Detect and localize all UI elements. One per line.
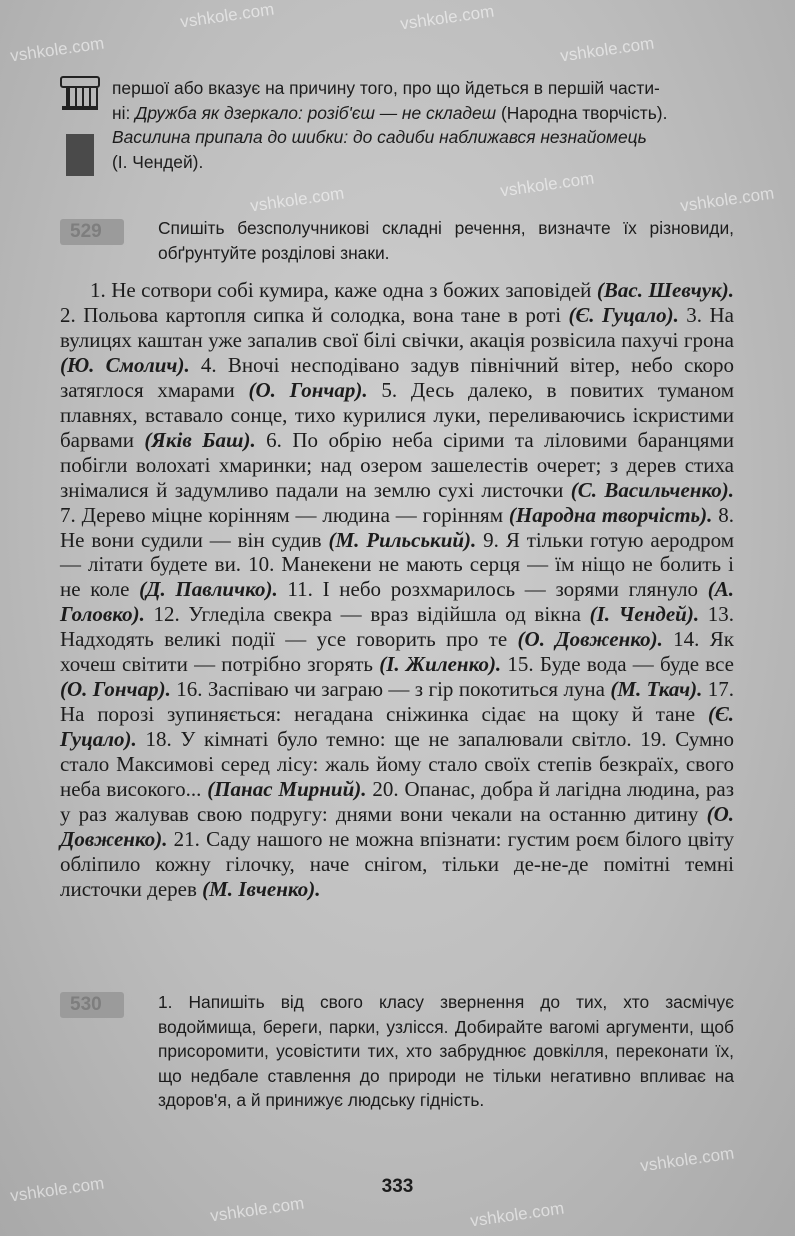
sentence-source: (І. Жиленко). [379,652,502,677]
page-number: 333 [381,1176,414,1197]
watermark: vshkole.com [639,1143,736,1176]
sentence-text: 8. Не вони судили — він судив [60,502,734,552]
sentence-text: 16. Заспіваю чи заграю — з гір покотиться луна [170,677,611,702]
rule-pillar-icon [60,76,100,176]
sentence-source: (С. Васильченко). [570,477,735,502]
sentence-source: (Яків Баш). [144,427,256,452]
rule-continuation [112,76,732,174]
rule-line [112,101,732,126]
sentence-source: (І. Чендей). [589,602,700,627]
sentence-text: 20. Опанас, добра й лагідна людина, раз у раз жалував свою подругу: днями вони чекали на останню дитину [60,777,734,827]
watermark: vshkole.com [9,33,106,66]
sentence-source: (М. Івченко). [202,876,321,901]
sentence-text: 15. Буде вода — буде все [501,652,734,677]
exercise-number: 530 [60,992,124,1018]
sentence-source: (О. Довженко). [517,627,663,652]
sentence-text: 13. Надходять великі події — усе говорить про те [60,602,735,652]
sentence-text: 3. На вулицях каштан уже запалив свої білі свічки, акація розвісила пахучі грона [60,302,734,352]
watermark: vshkole.com [559,33,656,66]
rule-text: ні: [112,102,136,123]
sentence-source: (М. Рильський). [328,527,477,552]
exercise-number: 529 [60,219,124,245]
sentence-text: 1. Не сотвори собі кумира, каже одна з божих заповідей [90,278,597,302]
sentence-text: 21. Саду нашого не можна впізнати: густим роєм білого цвіту обліпило кожну гілочку, наче снігом, тільки де-не-де помітні темні листочки дерев [60,826,734,901]
sentence-text: 6. По обрію неба сірими та ліловими баранцями побігли волохаті хмаринки; над озером зашелестів очерет; з дерев стиха знімалися й задумливо падали на землю сухі листочки [60,427,734,502]
rule-line: (І. Чендей). [112,151,204,172]
watermark: vshkole.com [249,183,346,216]
sentence-source: (О. Гончар). [60,677,171,702]
watermark: vshkole.com [179,0,276,32]
sentence-source: (Народна творчість). [508,502,713,527]
sentence-text: 5. Десь далеко, в повитих туманом плавнях, вставало сонце, тихо курилися луки, переливаючись іскристими барвами [60,377,735,452]
exercise-task: 1. Напишіть від свого класу звернення до тих, хто засмічує водоймища, береги, парки, узлісся. Добирайте вагомі аргументи, щоб присоромити, усовістити тих, хто забруднює довкілля, переконати їх, що недбале ставлення до природи не тільки негативно впливає на здоров'я, а й принижує людську гідність. [158,992,734,1110]
sentence-source: (М. Ткач). [610,677,703,702]
exercise-task: Спишіть безсполучникові складні речення, визначте їх різновиди, обґрунтуйте розділові знаки. [158,218,734,263]
sentence-source: (Панас Мирний). [207,777,367,802]
rule-line: першої або вказує на причину того, про що йдеться в першій части- [112,78,660,98]
source-text: (Народна творчість). [496,102,668,123]
exercise-sentences [60,278,734,902]
rule-line [112,125,732,150]
sentence-source: (О. Гончар). [248,377,368,402]
sentence-source: (Вас. Шевчук). [596,278,734,302]
watermark: vshkole.com [9,1173,106,1206]
watermark: vshkole.com [209,1193,306,1226]
watermark: vshkole.com [679,183,776,216]
sentence-source: (Ю. Смолич). [60,352,190,377]
sentence-source: (Є. Гуцало). [60,702,734,752]
sentence-text: 11. І небо розхмарилось — зорями глянуло [277,577,708,602]
sentence-text: 12. Угледіла свекра — враз відійшла од вікна [144,602,590,627]
sentence-source: (Д. Павличко). [139,577,278,602]
watermark: vshkole.com [469,1198,566,1231]
sentence-text: 17. На порозі зупиняється: негадана сніжинка сідає на щоку й тане [60,677,734,727]
sentence-text: 7. Дерево міцне корінням — людина — горінням [60,502,509,527]
sentence-text: 2. Польова картопля сипка й солодка, вона тане в роті [60,302,569,327]
watermark: vshkole.com [399,1,496,34]
sentence-text: 14. Як хочеш світити — потрібно згорять [60,627,734,677]
sentence-text: 4. Вночі несподівано задув північний вітер, небо скоро затяглося хмарами [60,352,735,402]
example-text: Дружба як дзеркало: розіб'єш — не складеш [135,102,497,123]
sentence-source: (А. Головко). [60,577,735,627]
sentence-text: 18. У кімнаті було темно: ще не запалювали світло. 19. Сумно стало Максимові серед лісу: жаль йому стало своїх степів безкраїх, свого неба високого... [60,727,734,802]
example-text: Василина припала до шибки: до садиби наближався незнайомець [112,127,647,147]
watermark: vshkole.com [499,168,596,201]
sentence-text: 9. Я тільки готую аеродром — літати будете ви. 10. Манекени не мають серця — їм ніщо не болить і не коле [60,527,734,602]
sentence-source: (Є. Гуцало). [568,302,679,327]
sentence-source: (О. Довженко). [60,802,734,851]
